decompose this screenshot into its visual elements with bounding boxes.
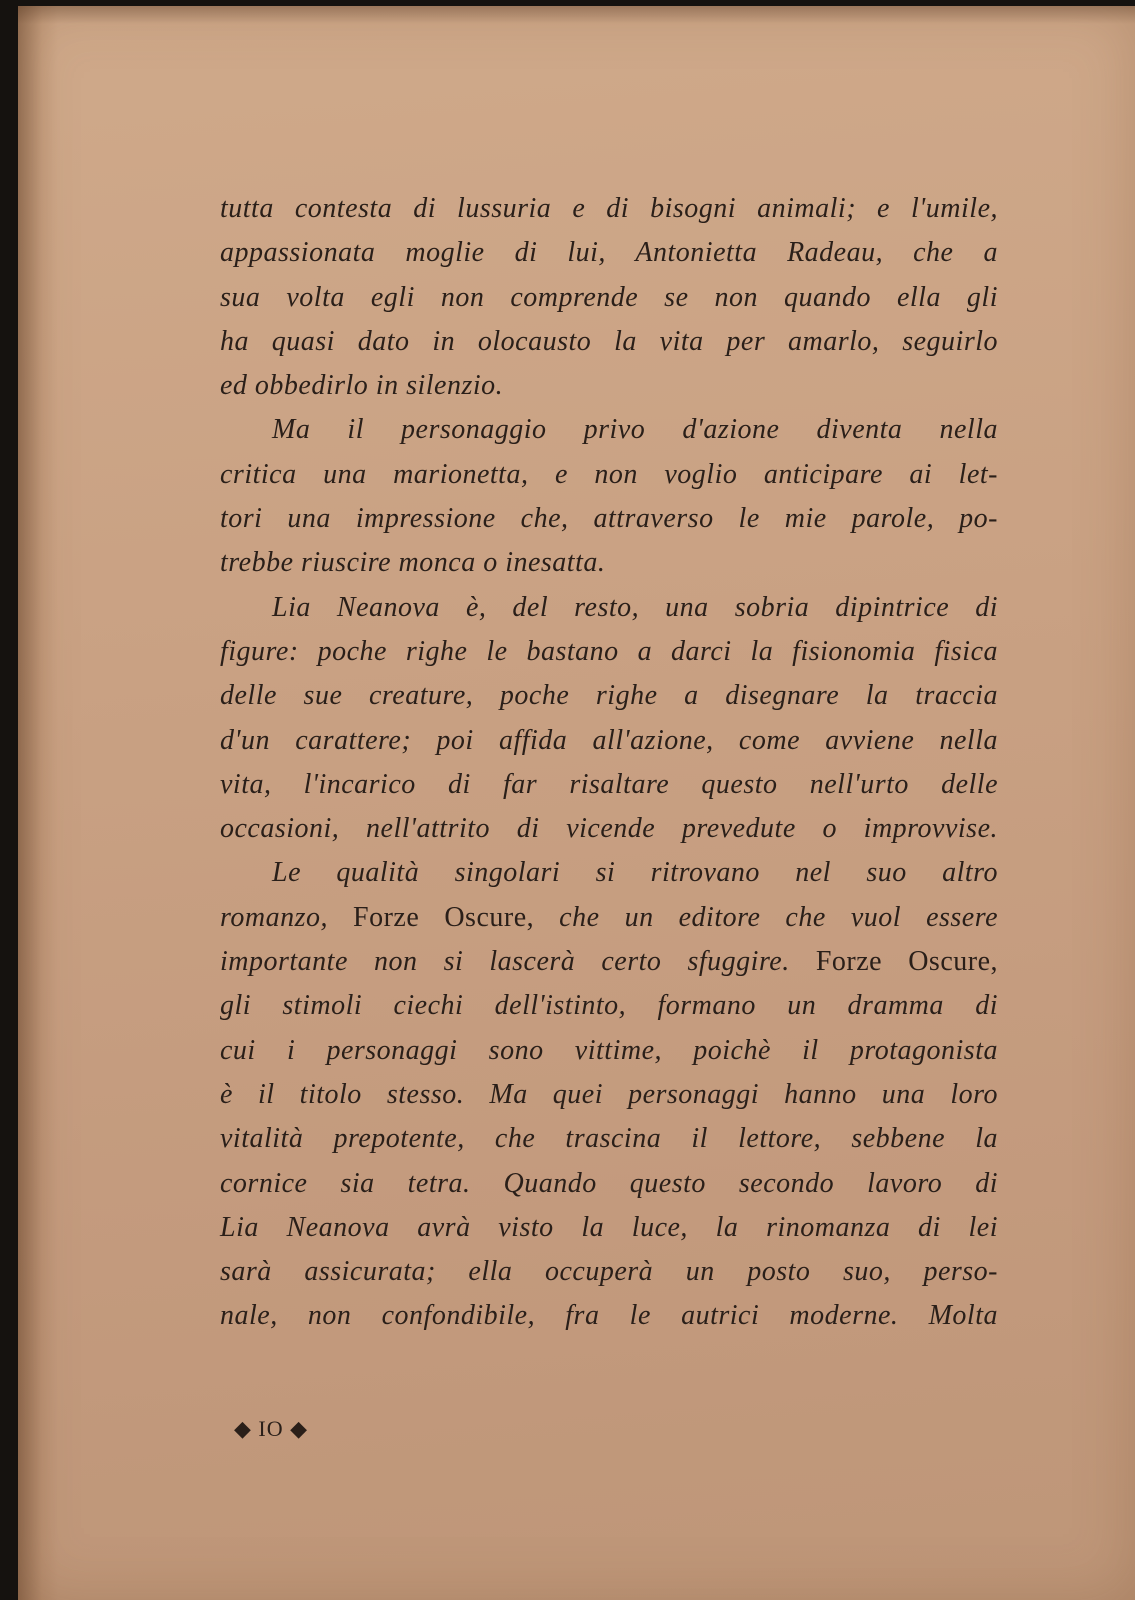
text-line: nale, non confondibile, fra le autrici moderne. Molta	[220, 1300, 998, 1332]
text-line: è il titolo stesso. Ma quei personaggi hanno una loro	[220, 1078, 998, 1110]
worn-top-edge	[18, 6, 1135, 24]
text-line: sarà assicurata; ella occuperà un posto suo, perso-	[220, 1256, 998, 1288]
text-line: ha quasi dato in olocausto la vita per amarlo, seguirlo	[220, 325, 998, 357]
text-line: d'un carattere; poi affida all'azione, come avviene nella	[220, 724, 998, 756]
text-line: gli stimoli ciechi dell'istinto, formano un dramma di	[220, 990, 998, 1022]
text-line	[220, 940, 998, 984]
text-line: sua volta egli non comprende se non quando ella gli	[220, 281, 998, 313]
text-line: vitalità prepotente, che trascina il lettore, sebbene la	[220, 1123, 998, 1155]
body-text	[220, 187, 998, 1339]
text-line: Le qualità singolari si ritrovano nel suo altro	[272, 857, 998, 889]
page-number: ◆ IO ◆	[234, 1416, 309, 1441]
text-line: cornice sia tetra. Quando questo secondo lavoro di	[220, 1167, 998, 1199]
text-line: occasioni, nell'attrito di vicende prevedute o improvvise.	[220, 813, 998, 845]
worn-left-edge	[18, 6, 58, 1600]
text-line: Lia Neanova è, del resto, una sobria dipintrice di	[272, 591, 998, 623]
text-line: vita, l'incarico di far risaltare questo nell'urto delle	[220, 768, 998, 800]
text-line: figure: poche righe le bastano a darci la fisionomia fisica	[220, 635, 998, 667]
text-line: cui i personaggi sono vittime, poichè il protagonista	[220, 1034, 998, 1066]
book-title: Forze Oscure,	[815, 946, 999, 978]
text-line: delle sue creature, poche righe a disegnare la traccia	[220, 680, 998, 712]
text-line: appassionata moglie di lui, Antonietta Radeau, che a	[220, 237, 998, 269]
text-segment: importante non si lascerà certo sfuggire.	[220, 946, 790, 978]
text-segment: che un editore che vuol essere	[559, 901, 998, 933]
book-page	[18, 6, 1135, 1600]
text-segment: romanzo,	[220, 901, 328, 933]
text-line: critica una marionetta, e non voglio anticipare ai let-	[220, 458, 998, 490]
book-title: Forze Oscure,	[353, 901, 535, 933]
text-line: Lia Neanova avrà visto la luce, la rinomanza di lei	[220, 1211, 998, 1243]
text-line: trebbe riuscire monca o inesatta.	[220, 547, 606, 579]
text-line: tutta contesta di lussuria e di bisogni animali; e l'umile,	[220, 193, 998, 224]
text-line: ed obbedirlo in silenzio.	[220, 370, 504, 402]
text-line: tori una impressione che, attraverso le mie parole, po-	[220, 503, 998, 535]
text-line: Ma il personaggio privo d'azione diventa nella	[272, 414, 998, 446]
text-line	[220, 896, 998, 940]
